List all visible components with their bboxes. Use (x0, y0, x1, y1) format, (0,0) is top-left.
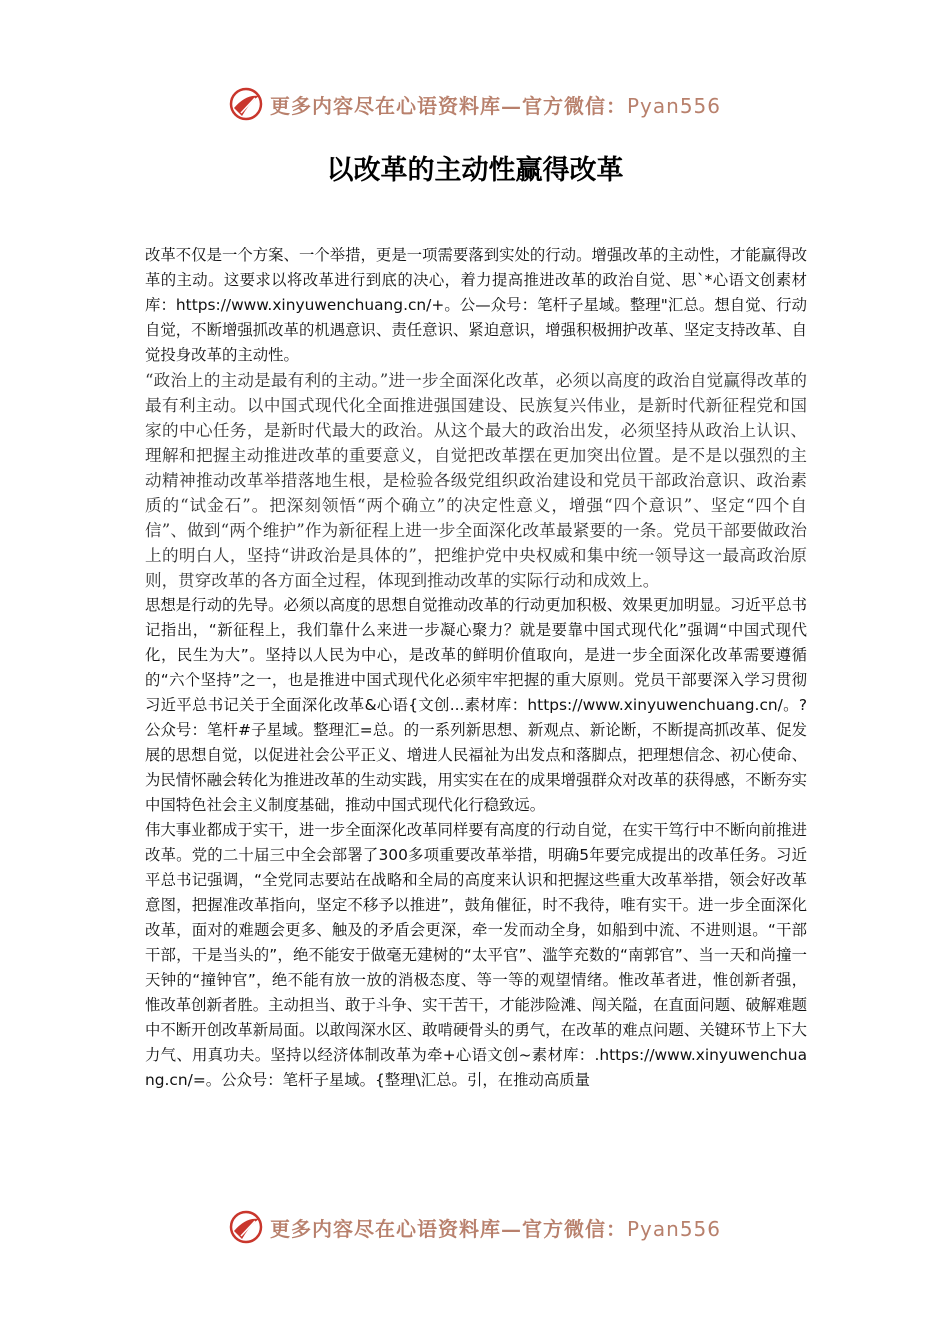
banner-text (270, 1213, 721, 1242)
logo-icon (228, 1209, 264, 1245)
banner-label: 更多内容尽在心语资料库—官方微信： (270, 93, 627, 118)
paragraph-1: 改革不仅是一个方案、一个举措，更是一项需要落到实处的行动。增强改革的主动性，才能赢得改革的主动。这要求以将改革进行到底的决心，着力提高推进改革的政治自觉、思`*心语文创素材库：https://www.xinyuwenchuang.cn/+。公—众号：笔杆子星域。整理"汇总。想自觉、行动自觉，不断增强抓改革的机遇意识、责任意识、紧迫意识，增强积极拥护改革、坚定支持改革、自觉投身改革的主动性。 (145, 246, 807, 364)
banner-label: 更多内容尽在心语资料库—官方微信： (270, 1216, 627, 1241)
article-title: 以改革的主动性赢得改革 (326, 155, 624, 186)
paragraph-4: 伟大事业都成于实干，进一步全面深化改革同样要有高度的行动自觉，在实干笃行中不断向前推进改革。党的二十届三中全会部署了300多项重要改革举措，明确5年要完成提出的改革任务。习近平总书记强调，“全党同志要站在战略和全局的高度来认识和把握这些重大改革举措，领会好改革意图，把握准改革指向，坚定不移予以推进”，鼓角催征，时不我待，唯有实干。进一步全面深化改革，面对的难题会更多、触及的矛盾会更深，牵一发而动全身，如船到中流、不进则退。“干部干部，干是当头的”，绝不能安于做毫无建树的“太平官”、滥竽充数的“南郭官”、当一天和尚撞一天钟的“撞钟官”，绝不能有放一放的消极态度、等一等的观望情绪。惟改革者进，惟创新者强，惟改革创新者胜。主动担当、敢于斗争、实干苦干，才能涉险滩、闯关隘，在直面问题、破解难题中不断开创改革新局面。以敢闯深水区、敢啃硬骨头的勇气，在改革的难点问题、关键环节上下大力气、用真功夫。坚持以经济体制改革为牵+心语文创~素材库：.https://www.xinyuwenchuang.cn/=。公众号：笔杆子星域。{整理\汇总。引，在推动高质量 (145, 821, 807, 1089)
banner-text (270, 90, 721, 119)
wechat-id: Pyan556 (627, 1216, 722, 1241)
wechat-id: Pyan556 (627, 93, 722, 118)
logo-icon (228, 86, 264, 122)
paragraph-3: 思想是行动的先导。必须以高度的思想自觉推动改革的行动更加积极、效果更加明显。习近平总书记指出，“新征程上，我们靠什么来进一步凝心聚力？就是要靠中国式现代化”强调“中国式现代化，民生为大”。坚持以人民为中心，是改革的鲜明价值取向，是进一步全面深化改革需要遵循的“六个坚持”之一，也是推进中国式现代化必须牢牢把握的重大原则。党员干部要深入学习贯彻习近平总书记关于全面深化改革&心语{文创...素材库：https://www.xinyuwenchuang.cn/。?公众号：笔杆#子星域。整理汇=总。的一系列新思想、新观点、新论断，不断提高抓改革、促发展的思想自觉，以促进社会公平正义、增进人民福祉为出发点和落脚点，把理想信念、初心使命、为民情怀融会转化为推进改革的生动实践，用实实在在的成果增强群众对改革的获得感，不断夯实中国特色社会主义制度基础，推动中国式现代化行稳致远。 (145, 596, 807, 814)
header-banner (228, 84, 748, 124)
paragraph-2: “政治上的主动是最有利的主动。”进一步全面深化改革，必须以高度的政治自觉赢得改革的最有利主动。以中国式现代化全面推进强国建设、民族复兴伟业，是新时代新征程党和国家的中心任务，是新时代最大的政治。从这个最大的政治出发，必须坚持从政治上认识、理解和把握主动推进改革的重要意义，自觉把改革摆在更加突出位置。是不是以强烈的主动精神推动改革举措落地生根，是检验各级党组织政治建设和党员干部政治意识、政治素质的“试金石”。把深刻领悟“两个确立”的决定性意义，增强“四个意识”、坚定“四个自信”、做到“两个维护”作为新征程上进一步全面深化改革最紧要的一条。党员干部要做政治上的明白人，坚持“讲政治是具体的”，把维护党中央权威和集中统一领导这一最高政治原则，贯穿改革的各方面全过程，体现到推动改革的实际行动和成效上。 (145, 371, 807, 590)
article-body (145, 243, 807, 1093)
footer-banner (228, 1207, 748, 1247)
